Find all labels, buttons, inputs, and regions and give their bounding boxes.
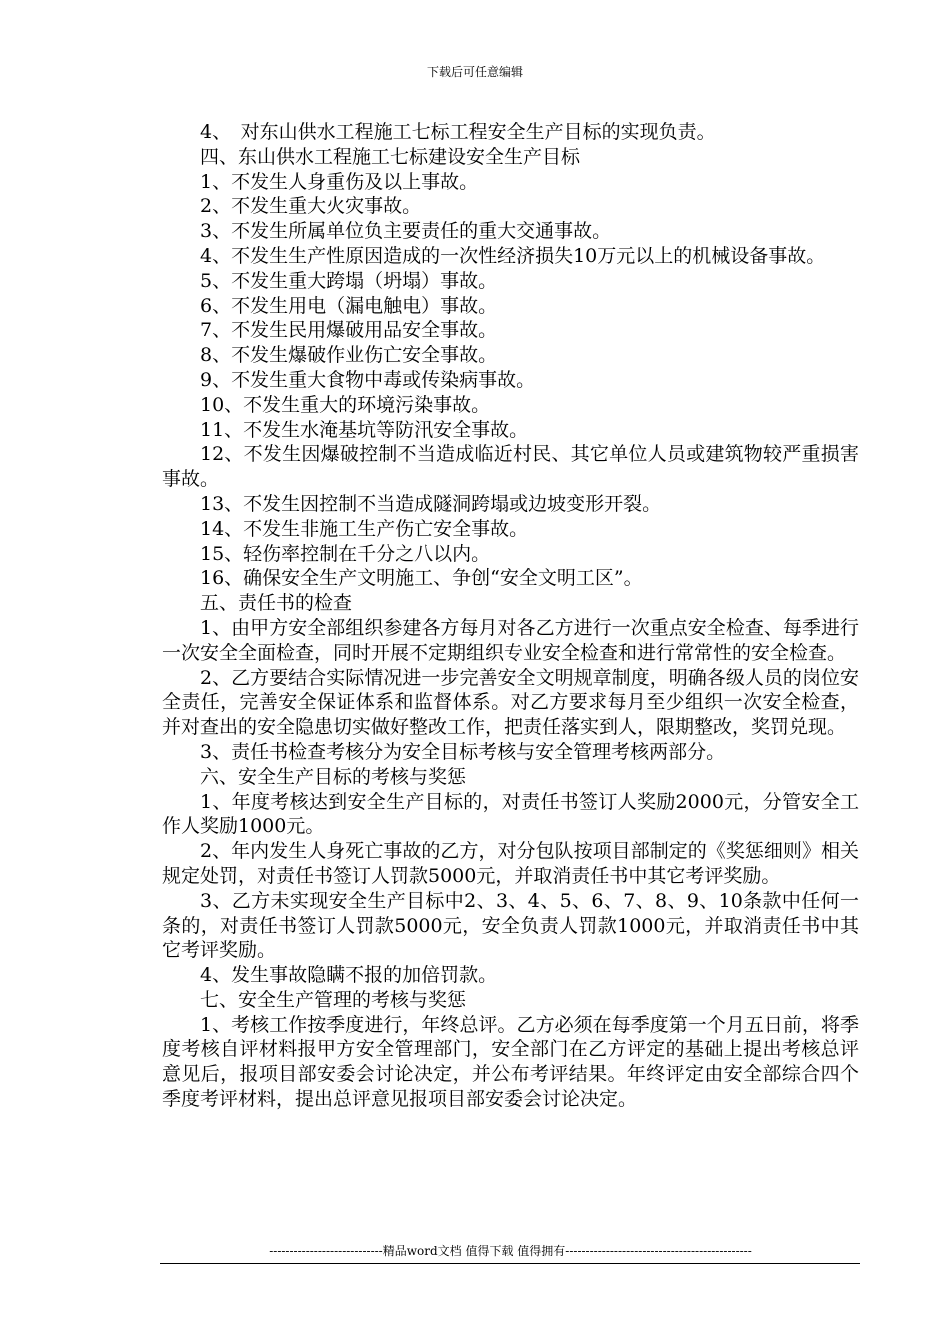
paragraph: 4、发生事故隐瞒不报的加倍罚款。 — [200, 964, 498, 987]
paragraph: 13、不发生因控制不当造成隧洞跨塌或边坡变形开裂。 — [200, 492, 662, 515]
section-heading: 五、责任书的检查 — [200, 592, 353, 615]
paragraph: 10、不发生重大的环境污染事故。 — [200, 393, 491, 416]
paragraph: 8、不发生爆破作业伤亡安全事故。 — [200, 344, 498, 367]
paragraph: 1、由甲方安全部组织参建各方每月对各乙方进行一次重点安全检查、每季进行一次安全全面检查，同时开展不定期组织专业安全检查和进行常常性的安全检查。 — [162, 616, 859, 664]
paragraph: 4、 对东山供水工程施工七标工程安全生产目标的实现负责。 — [200, 121, 716, 143]
paragraph: 14、不发生非施工生产伤亡安全事故。 — [200, 517, 529, 540]
section-heading: 四、东山供水工程施工七标建设安全生产目标 — [200, 145, 581, 168]
paragraph: 12、不发生因爆破控制不当造成临近村民、其它单位人员或建筑物较严重损害事故。 — [162, 443, 859, 491]
paragraph: 15、轻伤率控制在千分之八以内。 — [200, 542, 491, 565]
paragraph: 1、不发生人身重伤及以上事故。 — [200, 170, 479, 193]
paragraph: 9、不发生重大食物中毒或传染病事故。 — [200, 368, 536, 391]
paragraph: 16、确保安全生产文明施工、争创“安全文明工区”。 — [200, 567, 643, 590]
section-heading: 七、安全生产管理的考核与奖惩 — [200, 988, 467, 1011]
paragraph: 4、不发生生产性原因造成的一次性经济损失10万元以上的机械设备事故。 — [200, 244, 826, 267]
paragraph: 6、不发生用电（漏电触电）事故。 — [200, 294, 498, 317]
paragraph: 11、不发生水淹基坑等防汛安全事故。 — [200, 418, 529, 441]
paragraph: 3、不发生所属单位负主要责任的重大交通事故。 — [200, 220, 612, 243]
paragraph: 5、不发生重大跨塌（坍塌）事故。 — [200, 269, 498, 292]
paragraph: 1、考核工作按季度进行，年终总评。乙方必须在每季度第一个月五日前，将季度考核自评材料报甲方安全管理部门，安全部门在乙方评定的基础上提出考核总评意见后，报项目部安委会讨论决定，并公布考评结果。年终评定由安全部综合四个季度考评材料，提出总评意见报项目部安委会讨论决定。 — [162, 1013, 859, 1111]
page-header: 下载后可任意编辑 — [426, 65, 523, 79]
page-footer: ----------------------------精品word文档 值得下载 值得拥有---------------------------------------------- — [269, 1244, 752, 1258]
paragraph: 3、责任书检查考核分为安全目标考核与安全管理考核两部分。 — [200, 740, 726, 763]
paragraph: 7、不发生民用爆破用品安全事故。 — [200, 319, 498, 342]
paragraph: 2、乙方要结合实际情况进一步完善安全文明规章制度，明确各级人员的岗位安全责任，完善安全保证体系和监督体系。对乙方要求每月至少组织一次安全检查，并对查出的安全隐患切实做好整改工作，把责任落实到人，限期整改，奖罚兑现。 — [162, 666, 859, 739]
paragraph: 2、年内发生人身死亡事故的乙方，对分包队按项目部制定的《奖惩细则》相关规定处罚，对责任书签订人罚款5000元，并取消责任书中其它考评奖励。 — [162, 840, 859, 887]
document-body — [162, 120, 859, 1112]
paragraph: 3、乙方未实现安全生产目标中2、3、4、5、6、7、8、9、10条款中任何一条的，对责任书签订人罚款5000元，安全负责人罚款1000元，并取消责任书中其它考评奖励。 — [162, 889, 859, 962]
paragraph: 2、不发生重大火灾事故。 — [200, 195, 422, 218]
paragraph: 1、年度考核达到安全生产目标的，对责任书签订人奖励2000元，分管安全工作人奖励1000元。 — [162, 790, 859, 838]
footer-divider — [160, 1263, 860, 1264]
section-heading: 六、安全生产目标的考核与奖惩 — [200, 765, 467, 788]
